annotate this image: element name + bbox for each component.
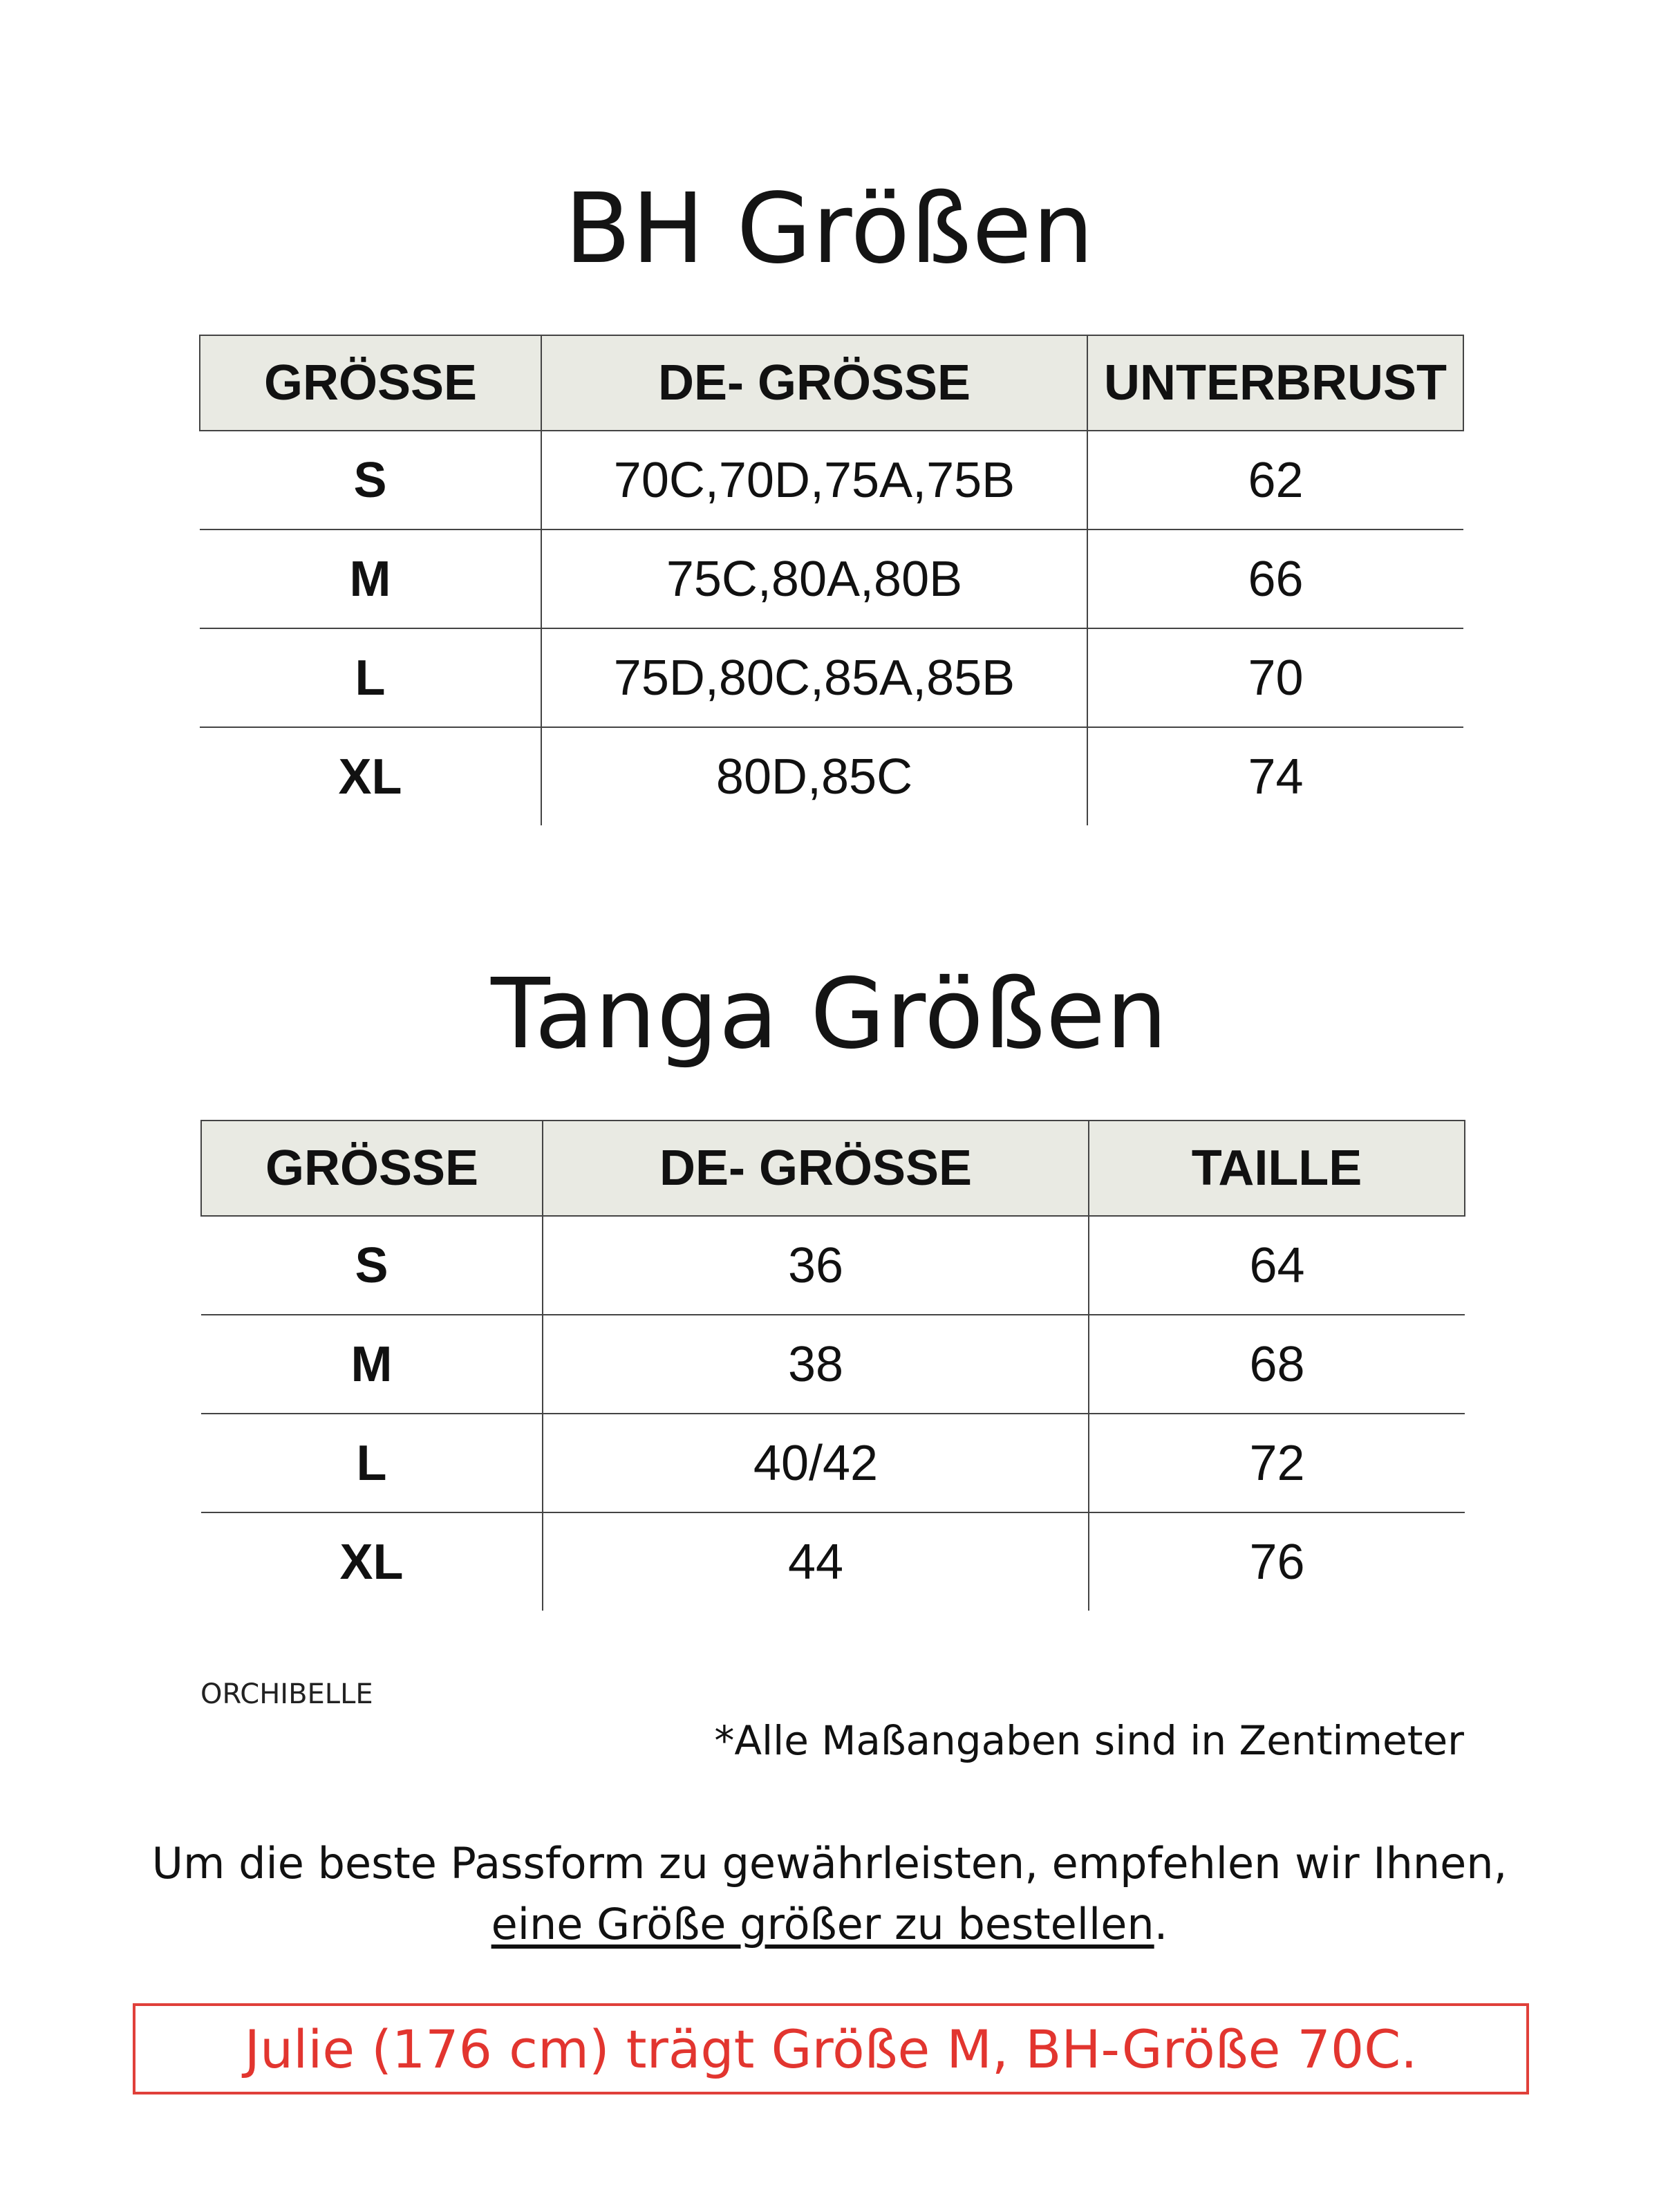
underbust-cell: 62 (1087, 431, 1463, 529)
de-size-cell: 75D,80C,85A,85B (541, 628, 1087, 727)
bh-size-table (199, 335, 1464, 825)
table-row (200, 529, 1463, 628)
bh-header-row (200, 335, 1463, 431)
table-row (200, 431, 1463, 529)
fit-advice (0, 1833, 1659, 1955)
fit-advice-line1: Um die beste Passform zu gewährleisten, empfehlen wir Ihnen, (151, 1838, 1508, 1888)
size-cell: S (201, 1216, 543, 1315)
brand-label: ORCHIBELLE (200, 1678, 373, 1710)
tanga-size-table (200, 1120, 1465, 1611)
table-row (201, 1216, 1465, 1315)
de-size-cell: 70C,70D,75A,75B (541, 431, 1087, 529)
de-size-cell: 80D,85C (541, 727, 1087, 825)
tanga-sizes-title: Tanga Größen (491, 958, 1168, 1071)
tanga-header-waist: TAILLE (1089, 1121, 1465, 1216)
bh-header-underbust: UNTERBRUST (1087, 335, 1463, 431)
de-size-cell: 36 (543, 1216, 1089, 1315)
de-size-cell: 40/42 (543, 1414, 1089, 1512)
de-size-cell: 38 (543, 1315, 1089, 1414)
size-cell: M (201, 1315, 543, 1414)
size-cell: L (201, 1414, 543, 1512)
fit-advice-line2: eine Größe größer zu bestellen (491, 1899, 1154, 1949)
fit-advice-line2-wrap (0, 1894, 1659, 1955)
table-row (200, 727, 1463, 825)
waist-cell: 76 (1249, 1534, 1305, 1590)
bh-sizes-title: BH Größen (564, 173, 1095, 285)
table-row (201, 1315, 1465, 1414)
underbust-cell: 74 (1248, 749, 1304, 805)
fit-advice-line2-end: . (1154, 1899, 1168, 1949)
waist-cell: 72 (1089, 1414, 1465, 1512)
size-cell: L (200, 628, 541, 727)
tanga-header-de-size: DE- GRÖSSE (543, 1121, 1089, 1216)
model-info-text: Julie (176 cm) trägt Größe M, BH-Größe 70C. (244, 2018, 1418, 2080)
de-size-cell: 75C,80A,80B (541, 529, 1087, 628)
waist-cell: 64 (1089, 1216, 1465, 1315)
waist-cell: 68 (1089, 1315, 1465, 1414)
tanga-header-row (201, 1121, 1465, 1216)
size-cell: S (200, 431, 541, 529)
underbust-cell: 66 (1087, 529, 1463, 628)
table-row (201, 1414, 1465, 1512)
underbust-cell: 70 (1087, 628, 1463, 727)
de-size-cell: 44 (543, 1512, 1089, 1611)
bh-header-size: GRÖSSE (200, 335, 541, 431)
table-row (200, 628, 1463, 727)
size-cell: XL (200, 727, 541, 825)
model-info-box (133, 2003, 1529, 2094)
table-row (201, 1512, 1465, 1611)
size-cell: M (200, 529, 541, 628)
size-cell: XL (201, 1512, 543, 1611)
bh-header-de-size: DE- GRÖSSE (541, 335, 1087, 431)
measurement-note: *Alle Maßangaben sind in Zentimeter (714, 1717, 1464, 1764)
tanga-header-size: GRÖSSE (201, 1121, 543, 1216)
